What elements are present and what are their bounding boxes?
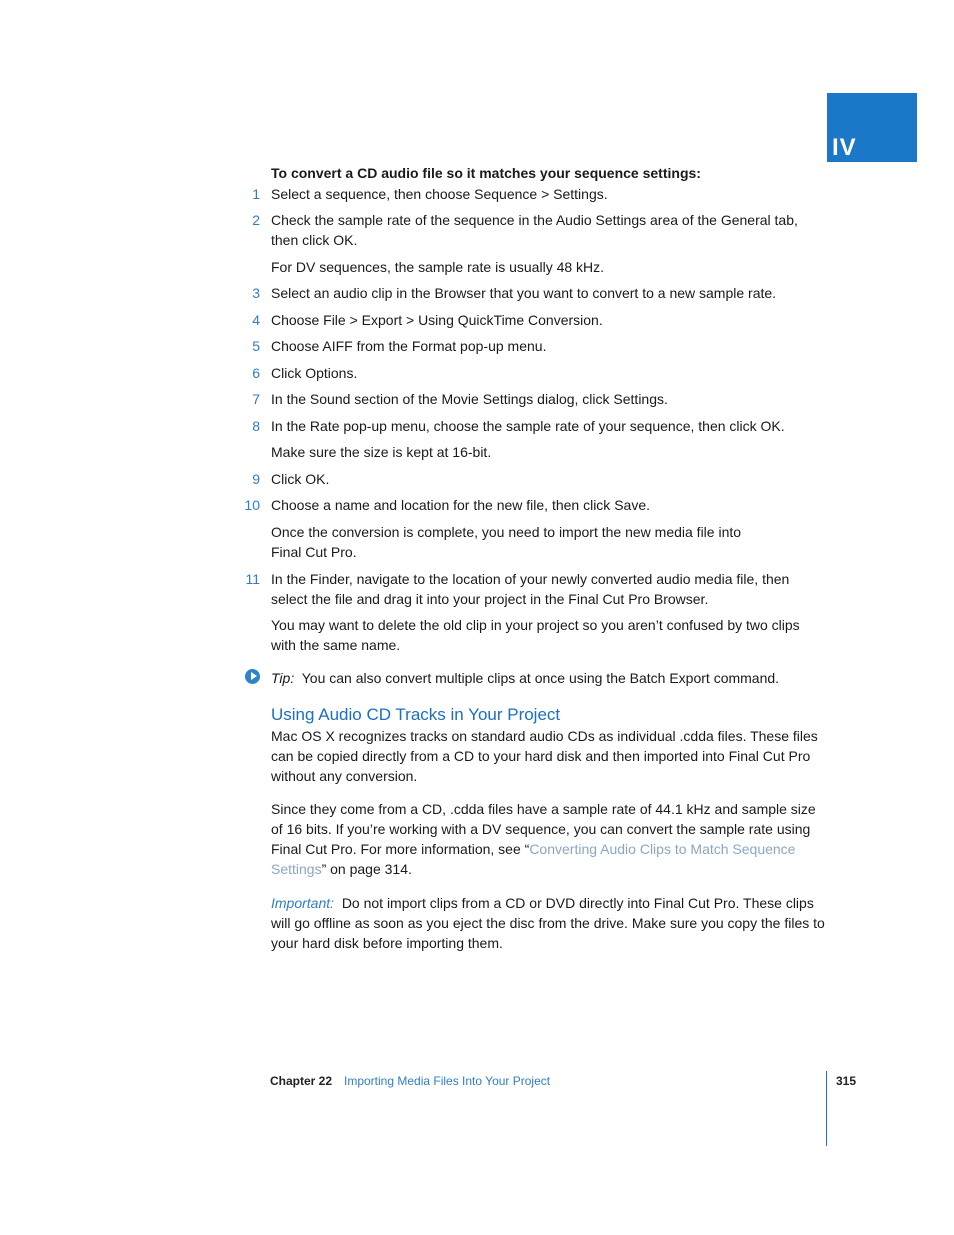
step-note: For DV sequences, the sample rate is usually 48 kHz. — [271, 259, 605, 275]
procedure-heading: To convert a CD audio file so it matches your sequence settings: — [271, 165, 701, 181]
important-note — [271, 893, 826, 953]
important-label: Important: — [271, 895, 335, 911]
tip-text: You can also convert multiple clips at once using the Batch Export command. — [301, 670, 780, 686]
step-number: 3 — [252, 285, 260, 301]
step-text: Select a sequence, then choose Sequence > Settings. — [271, 186, 608, 202]
section-paragraph — [271, 799, 826, 879]
important-text: Do not import clips from a CD or DVD directly into Final Cut Pro. These clips will go offline as soon as you eject the disc from the drive. Make sure you copy the files to your hard disk before importing them. — [271, 895, 825, 951]
step-text: Click Options. — [271, 365, 358, 381]
footer-chapter-title: Importing Media Files Into Your Project — [344, 1074, 551, 1088]
step-number: 6 — [252, 365, 260, 381]
footer-divider — [826, 1071, 827, 1146]
step-number: 1 — [252, 186, 260, 202]
step-number: 5 — [252, 338, 260, 354]
page-number: 315 — [836, 1074, 857, 1088]
step-text: In the Rate pop-up menu, choose the sample rate of your sequence, then click OK. — [271, 418, 785, 434]
step-text: Check the sample rate of the sequence in the Audio Settings area of the General tab, then click OK. — [271, 212, 798, 248]
step-number: 8 — [252, 418, 260, 434]
section-paragraph: Mac OS X recognizes tracks on standard audio CDs as individual .cdda files. These files can be copied directly from a CD to your hard disk and then imported into Final Cut Pro without any conversion. — [271, 728, 818, 784]
paragraph-text: ” on page 314. — [321, 861, 412, 877]
section-heading: Using Audio CD Tracks in Your Project — [271, 705, 561, 724]
footer-chapter: Chapter 22 — [270, 1074, 333, 1088]
cross-reference-link[interactable]: Converting Audio Clips to Match Sequence Settings — [271, 841, 796, 877]
step-note: You may want to delete the old clip in your project so you aren’t confused by two clips with the same name. — [271, 617, 800, 653]
step-text: Choose AIFF from the Format pop-up menu. — [271, 338, 547, 354]
part-tab-label: IV — [832, 134, 857, 161]
step-text: In the Sound section of the Movie Settings dialog, click Settings. — [271, 391, 668, 407]
step-number: 2 — [252, 212, 260, 228]
step-note: Once the conversion is complete, you need to import the new media file into Final Cut Pro. — [271, 524, 742, 560]
step-text: Choose File > Export > Using QuickTime Conversion. — [271, 312, 603, 328]
tip-label: Tip: — [271, 670, 295, 686]
step-number: 7 — [252, 391, 260, 407]
step-text: In the Finder, navigate to the location of your newly converted audio media file, then select the file and drag it into your project in the Final Cut Pro Browser. — [271, 571, 790, 607]
step-number: 10 — [244, 497, 260, 513]
part-tab — [827, 93, 917, 162]
step-number: 11 — [245, 571, 260, 587]
step-number: 4 — [252, 312, 260, 328]
paragraph-text: Since they come from a CD, .cdda files have a sample rate of 44.1 kHz and sample size of 16 bits. If you’re working with a DV sequence, you can convert the sample rate using Final Cut Pro. For more information, see “ — [271, 801, 816, 857]
step-text: Select an audio clip in the Browser that you want to convert to a new sample rate. — [271, 285, 777, 301]
step-text: Click OK. — [271, 471, 330, 487]
tip-arrow-icon — [245, 669, 260, 684]
step-text: Choose a name and location for the new file, then click Save. — [271, 497, 650, 513]
step-note: Make sure the size is kept at 16-bit. — [271, 444, 492, 460]
step-number: 9 — [252, 471, 260, 487]
